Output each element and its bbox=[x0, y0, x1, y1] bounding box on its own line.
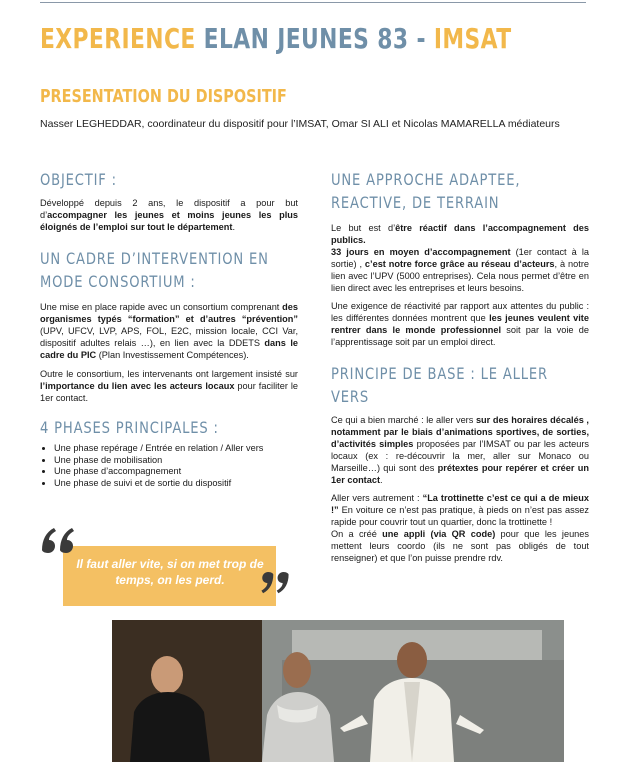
approche-heading: UNE APPROCHE ADAPTEE, REACTIVE, DE TERRAIN bbox=[331, 170, 521, 212]
phases-list bbox=[54, 443, 298, 489]
list-item: • Une phase d’accompagnement bbox=[54, 466, 298, 478]
list-item: • Une phase de suivi et de sortie du dispositif bbox=[54, 478, 298, 490]
cadre-paragraph: Une mise en place rapide avec un consortium comprenant des organismes typés “formation” et d’autres “prévention” (UPV, UFCV, LVP, APS, FOL, E2C, mission locale, CCI Var, dispositif adultes relais …), en lien avec la DDETS dans le cadre du PIC (Plan Investissement Compétences). bbox=[40, 302, 298, 360]
phases-heading: 4 PHASES PRINCIPALES : bbox=[40, 418, 219, 437]
cadre-heading: UN CADRE D’INTERVENTION EN MODE CONSORTIUM : bbox=[40, 249, 269, 291]
principe-heading: PRINCIPE DE BASE : LE ALLER VERS bbox=[331, 364, 548, 406]
quote-open-icon bbox=[38, 520, 78, 560]
reactivite-paragraph: Une exigence de réactivité par rapport aux attentes du public : les différentes données montrent que les jeunes veulent vite rentrer dans le monde professionnel soit par la voie de l’apprentissage soit par un emploi direct. bbox=[331, 301, 589, 347]
quote-text: Il faut aller vite, si on met trop de temps, on les perd. bbox=[76, 557, 264, 587]
appli-paragraph: On a créé une appli (via QR code) pour que les jeunes mettent leurs coordo (ils ne sont pas obligés de tout renseigner) et que l’on puisse prendre rdv. bbox=[331, 529, 589, 563]
aller-vers-paragraph: Aller vers autrement : “La trottinette c’est ce qui a de mieux !” En voiture ce n’est pas pratique, à pieds on n’est pas assez rapide pour couvrir tout un quartier, donc la trottinette ! bbox=[331, 493, 589, 527]
list-item: • Une phase repérage / Entrée en relation / Aller vers bbox=[54, 443, 298, 455]
approche-paragraph: Le but est d’être réactif dans l’accompagnement des publics. 33 jours en moyen d’accompagnement (1er contact à la sortie) , c’est notre force grâce au réseau d’acteurs, à notre lien avec l’UPV (5000 entreprises). Cela nous permet d’être en lien direct avec les entreprises et leurs besoins. bbox=[331, 223, 590, 293]
consortium-paragraph: Outre le consortium, les intervenants ont largement insisté sur l’importance du lien avec les acteurs locaux pour faciliter le 1er contact. bbox=[40, 369, 298, 403]
section-subtitle: PRESENTATION DU DISPOSITIF bbox=[40, 86, 287, 107]
top-divider-line bbox=[40, 2, 586, 3]
left-column bbox=[40, 168, 298, 489]
objectif-heading: OBJECTIF : bbox=[40, 170, 117, 189]
principe-paragraph: Ce qui a bien marché : le aller vers sur des horaires décalés , notamment par le biais d’animations sportives, de sorties, d’activités simples proposées par l’IMSAT ou par les acteurs locaux (ex : re-découvrir la mer, aller sur Monaco ou Marseille…) qui sont des prétextes pour repérer et créer un 1er contact. bbox=[331, 415, 590, 485]
team-photo-illustration bbox=[112, 620, 564, 762]
team-photo bbox=[112, 620, 564, 762]
page-title: EXPERIENCE ELAN JEUNES 83 - IMSAT bbox=[40, 22, 512, 55]
authors-line: Nasser LEGHEDDAR, coordinateur du dispositif pour l’IMSAT, Omar SI ALI et Nicolas MAMARELLA médiateurs bbox=[40, 118, 560, 130]
objectif-paragraph: Développé depuis 2 ans, le dispositif a pour but d’accompagner les jeunes et moins jeunes les plus éloignés de l’emploi sur tout le département. bbox=[40, 198, 298, 232]
quote-close-icon bbox=[258, 566, 292, 600]
right-column bbox=[331, 168, 589, 564]
list-item: • Une phase de mobilisation bbox=[54, 455, 298, 467]
